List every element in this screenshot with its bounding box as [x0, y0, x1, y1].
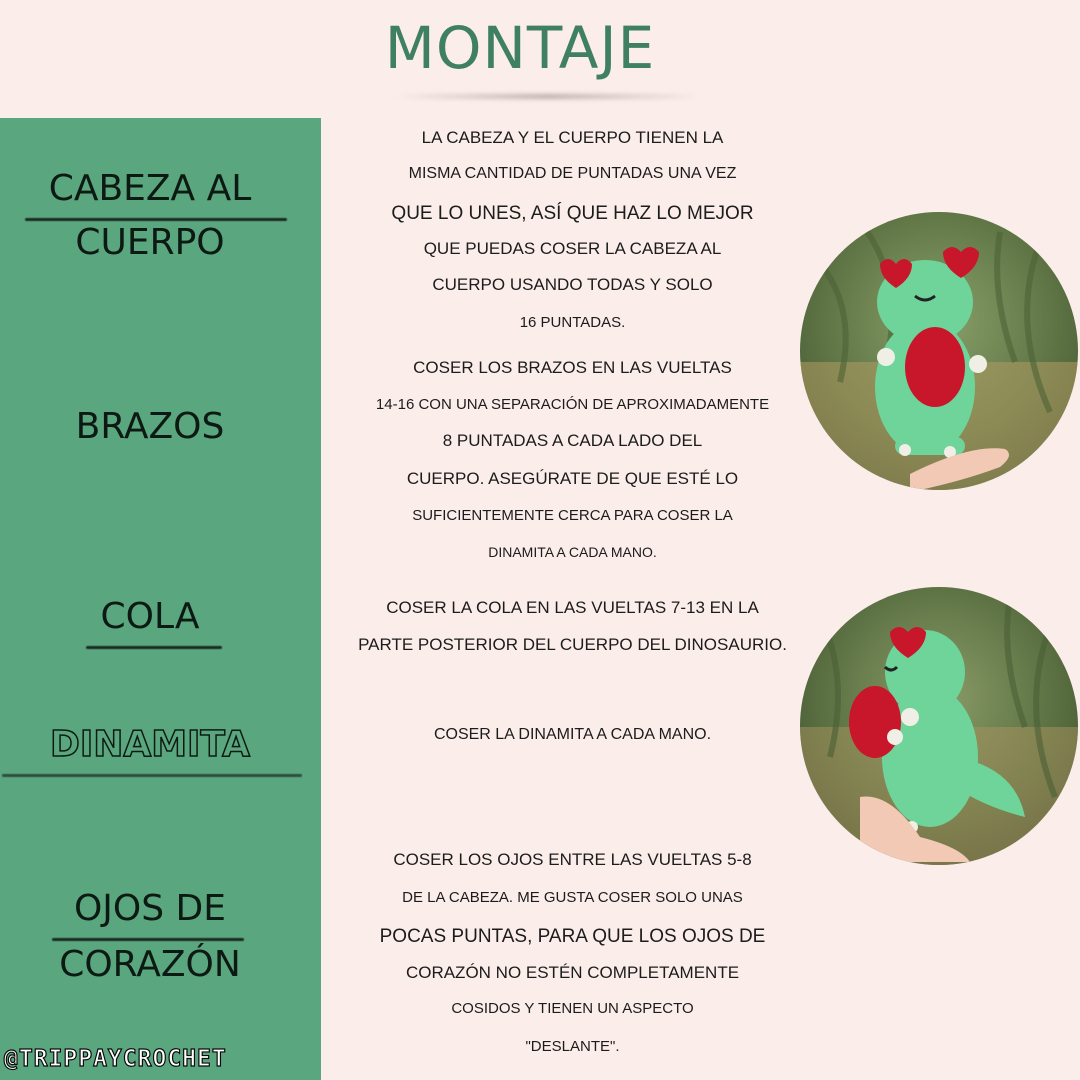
instruction-line: 14-16 CON UNA SEPARACIÓN DE APROXIMADAMENTE: [375, 396, 770, 413]
instruction-line: MISMA CANTIDAD DE PUNTADAS UNA VEZ: [408, 165, 737, 182]
label-cola: COLA: [100, 596, 200, 637]
instruction-line: QUE PUEDAS COSER LA CABEZA AL: [423, 239, 722, 258]
sidebar: [0, 118, 321, 1080]
instruction-line: 16 PUNTADAS.: [519, 314, 626, 331]
instruction-line: COSER LA COLA EN LAS VUELTAS 7-13 EN LA: [386, 598, 759, 617]
label-ojos-line2: CORAZÓN: [59, 944, 241, 985]
label-underline: [2, 774, 302, 777]
instruction-line: 8 PUNTADAS A CADA LADO DEL: [442, 431, 703, 450]
instruction-line: COSER LOS OJOS ENTRE LAS VUELTAS 5-8: [393, 850, 752, 869]
instruction-line: LA CABEZA Y EL CUERPO TIENEN LA: [421, 128, 724, 147]
instruction-line: CUERPO USANDO TODAS Y SOLO: [432, 275, 713, 294]
instruction-line: QUE LO UNES, ASÍ QUE HAZ LO MEJOR: [391, 203, 754, 224]
title-underline: [395, 94, 700, 99]
instruction-line: DE LA CABEZA. ME GUSTA COSER SOLO UNAS: [402, 889, 743, 906]
instruction-line: DINAMITA A CADA MANO.: [488, 544, 657, 560]
instruction-line: COSER LOS BRAZOS EN LAS VUELTAS: [413, 358, 732, 377]
instruction-line: PARTE POSTERIOR DEL CUERPO DEL DINOSAURIO.: [358, 635, 787, 654]
label-dinamita: DINAMITA: [49, 724, 251, 765]
instruction-line: SUFICIENTEMENTE CERCA PARA COSER LA: [412, 507, 733, 524]
dinosaur-plush-front-photo: [800, 212, 1078, 490]
instagram-handle: @TRIPPAYCROCHET: [4, 1046, 227, 1072]
label-ojos-line1: OJOS DE: [73, 888, 227, 929]
dinosaur-plush-side-photo: [800, 587, 1078, 865]
instruction-line: COSER LA DINAMITA A CADA MANO.: [433, 726, 712, 743]
instruction-line: "DESLANTE".: [525, 1038, 620, 1055]
label-brazos: BRAZOS: [75, 406, 225, 447]
page-title: MONTAJE: [384, 14, 656, 82]
instruction-line: POCAS PUNTAS, PARA QUE LOS OJOS DE: [379, 926, 766, 947]
label-cabeza-line2: CUERPO: [75, 222, 225, 263]
label-cabeza-line1: CABEZA AL: [48, 168, 252, 209]
instruction-line: COSIDOS Y TIENEN UN ASPECTO: [451, 1000, 694, 1017]
instruction-line: CORAZÓN NO ESTÉN COMPLETAMENTE: [405, 963, 740, 982]
instruction-line: CUERPO. ASEGÚRATE DE QUE ESTÉ LO: [406, 469, 739, 488]
label-underline: [86, 646, 222, 649]
